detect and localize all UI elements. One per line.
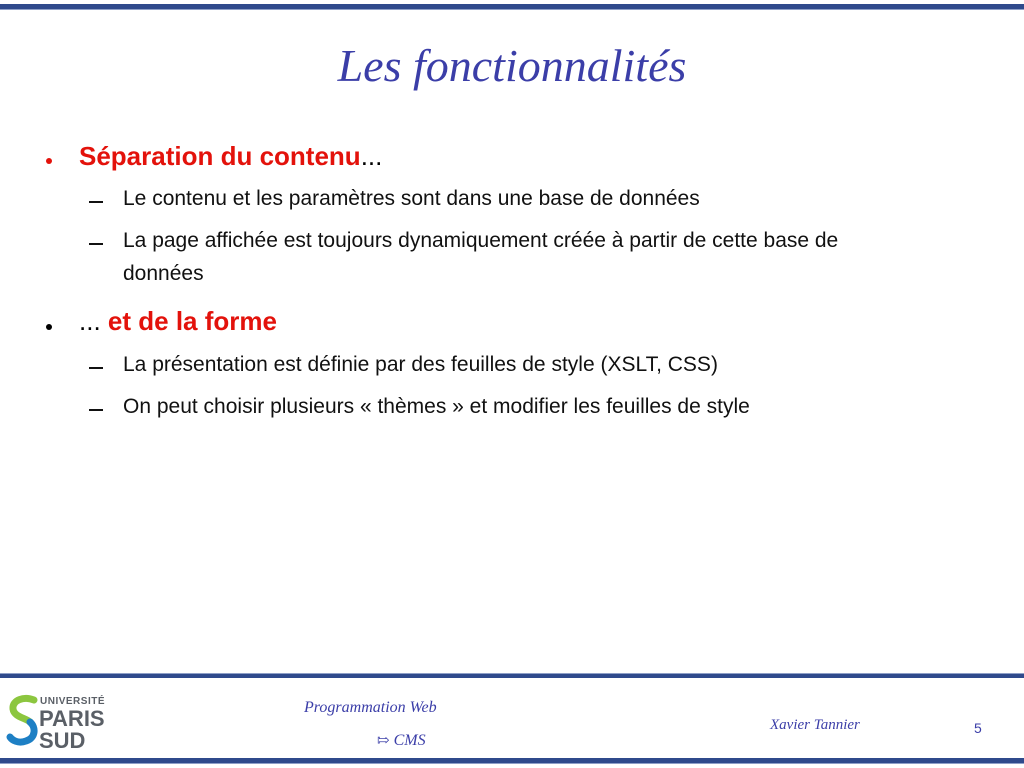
dash-icon: [89, 367, 103, 369]
university-logo: [6, 692, 116, 752]
sub-bullet-1-2-cont: données: [123, 262, 204, 285]
dash-icon: [89, 243, 103, 245]
dash-icon: [89, 409, 103, 411]
sub-bullet-1-2: La page affichée est toujours dynamiquement créée à partir de cette base de: [123, 229, 839, 252]
bullet-1-suffix: ...: [360, 141, 383, 171]
sub-bullet-1-1: Le contenu et les paramètres sont dans une base de données: [123, 187, 700, 210]
sub-bullet-2-1: La présentation est définie par des feuilles de style (XSLT, CSS): [123, 353, 718, 376]
slide-title: Les fonctionnalités: [337, 40, 687, 91]
bullet-2: [79, 304, 277, 338]
bullet-2-prefix: ...: [79, 306, 101, 336]
sub-bullet-2-2: On peut choisir plusieurs « thèmes » et modifier les feuilles de style: [123, 395, 750, 418]
bullet-1: [79, 139, 382, 173]
footer-rule: [0, 673, 1024, 678]
bullet-1-highlight: Séparation du contenu: [79, 141, 361, 171]
arrow-icon: ⇰: [377, 733, 390, 749]
dash-icon: [89, 201, 103, 203]
page-number: 5: [974, 720, 982, 736]
top-rule: [0, 4, 1024, 10]
logo-line2: PARIS: [39, 706, 105, 731]
footer-topic-label: CMS: [393, 732, 426, 749]
bullet-2-highlight: et de la forme: [107, 306, 277, 336]
footer-author: Xavier Tannier: [770, 717, 860, 733]
bullet-dot-red: [46, 158, 52, 164]
footer-topic: [377, 731, 426, 750]
logo-line1: UNIVERSITÉ: [40, 696, 106, 707]
logo-line3: SUD: [39, 728, 86, 753]
bottom-rule: [0, 758, 1024, 764]
footer-course: Programmation Web: [304, 699, 437, 716]
bullet-dot-black: [46, 324, 52, 330]
